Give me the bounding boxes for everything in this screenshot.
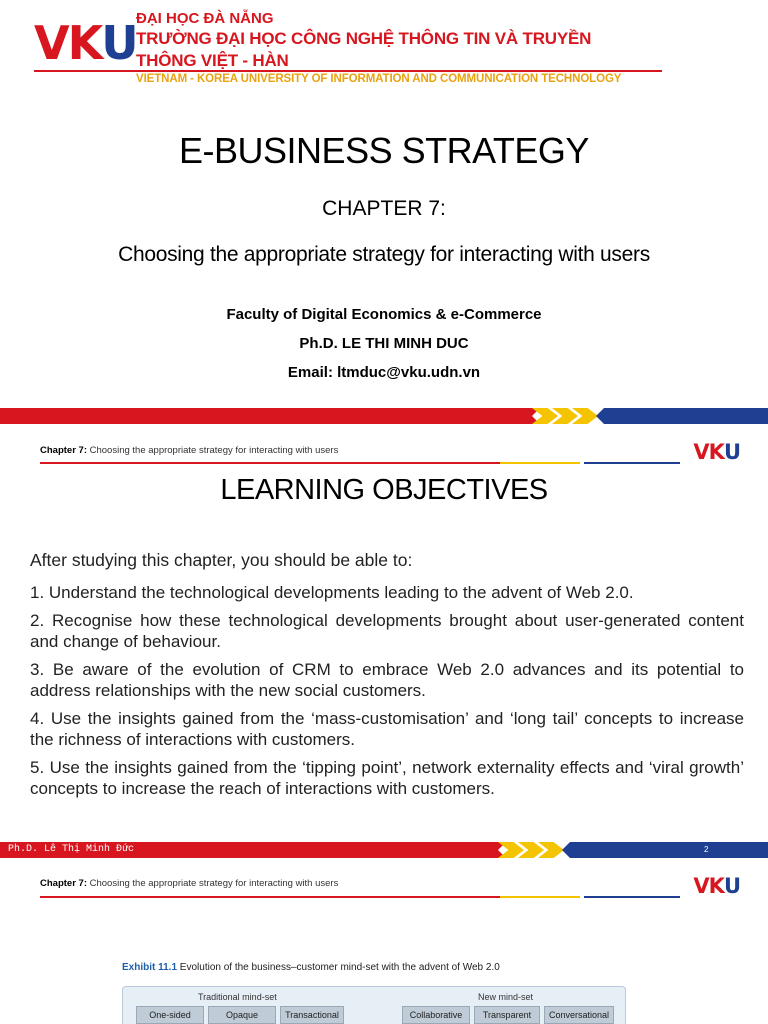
author-email: Email: ltmduc@vku.udn.vn [287,364,481,381]
vku-logo: V K U [693,440,740,464]
vku-logo: V K U [693,874,740,898]
traditional-cell: Opaque [208,1006,276,1024]
university-line-1: ĐẠI HỌC ĐÀ NẴNG [136,10,274,27]
exhibit-title: Exhibit 11.1 Evolution of the business–customer mind-set with the advent of Web 2.0 [122,962,500,973]
band-chevron [498,842,524,858]
new-mindset-label: New mind-set [478,992,534,1002]
chapter-header: Chapter 7: Choosing the appropriate strategy for interacting with users [40,445,339,456]
university-line-2: TRƯỜNG ĐẠI HỌC CÔNG NGHỆ THÔNG TIN VÀ TRUYỀN THÔNG VIỆT - HÀN [136,29,592,70]
university-line-3: VIETNAM - KOREA UNIVERSITY OF INFORMATION AND COMMUNICATION TECHNOLOGY [136,73,622,85]
band-red [0,408,540,424]
vku-logo: V K U [34,16,137,70]
header-rule-blue [584,462,680,464]
title-slide [0,0,768,430]
band-blue [596,408,768,424]
university-header [34,10,654,85]
new-cell: Collaborative [402,1006,470,1024]
list-item: 4. Use the insights gained from the ‘mass-customisation’ and ‘long tail’ concepts to increase the richness of interactions with customers. [30,709,744,749]
chapter-label: CHAPTER 7: [322,197,446,220]
band-chevron [532,408,558,424]
page-number: 2 [704,845,709,854]
band-blue [562,842,768,858]
traditional-cell: One-sided [136,1006,204,1024]
header-rule-red [40,462,560,464]
header-rule-yellow [500,896,580,898]
bottom-band [0,408,768,424]
chapter-header: Chapter 7: Choosing the appropriate strategy for interacting with users [40,878,339,889]
new-cell: Transparent [474,1006,540,1024]
new-cell: Conversational [544,1006,614,1024]
slide-title: LEARNING OBJECTIVES [220,474,548,506]
author-name: Ph.D. LE THI MINH DUC [299,335,469,352]
list-item: 2. Recognise how these technological developments brought about user-generated content and change of behaviour. [30,611,744,651]
list-item: 3. Be aware of the evolution of CRM to embrace Web 2.0 advances and its potential to address relationships with the new social customers. [30,660,744,700]
objectives-slide [0,432,768,864]
list-item: 5. Use the insights gained from the ‘tipping point’, network externality effects and ‘viral growth’ concepts to increase the reach of interactions with customers. [30,758,744,798]
header-rule-yellow [500,462,580,464]
university-name [136,10,654,86]
chapter-subtitle: Choosing the appropriate strategy for interacting with users [118,243,650,266]
traditional-mindset-label: Traditional mind-set [198,992,277,1002]
objectives-list [30,582,744,806]
header-underline [34,70,662,72]
list-item: 1. Understand the technological developments leading to the advent of Web 2.0. [30,583,634,602]
exhibit-slide [0,866,768,1024]
footer-author: Ph.D. Lê Thị Minh Đức [8,844,135,855]
faculty-name: Faculty of Digital Economics & e-Commerce [226,306,542,323]
header-rule-red [40,896,560,898]
traditional-cell: Transactional [280,1006,344,1024]
objectives-intro: After studying this chapter, you should be able to: [30,550,413,570]
course-title: E-BUSINESS STRATEGY [179,130,589,171]
header-rule-blue [584,896,680,898]
